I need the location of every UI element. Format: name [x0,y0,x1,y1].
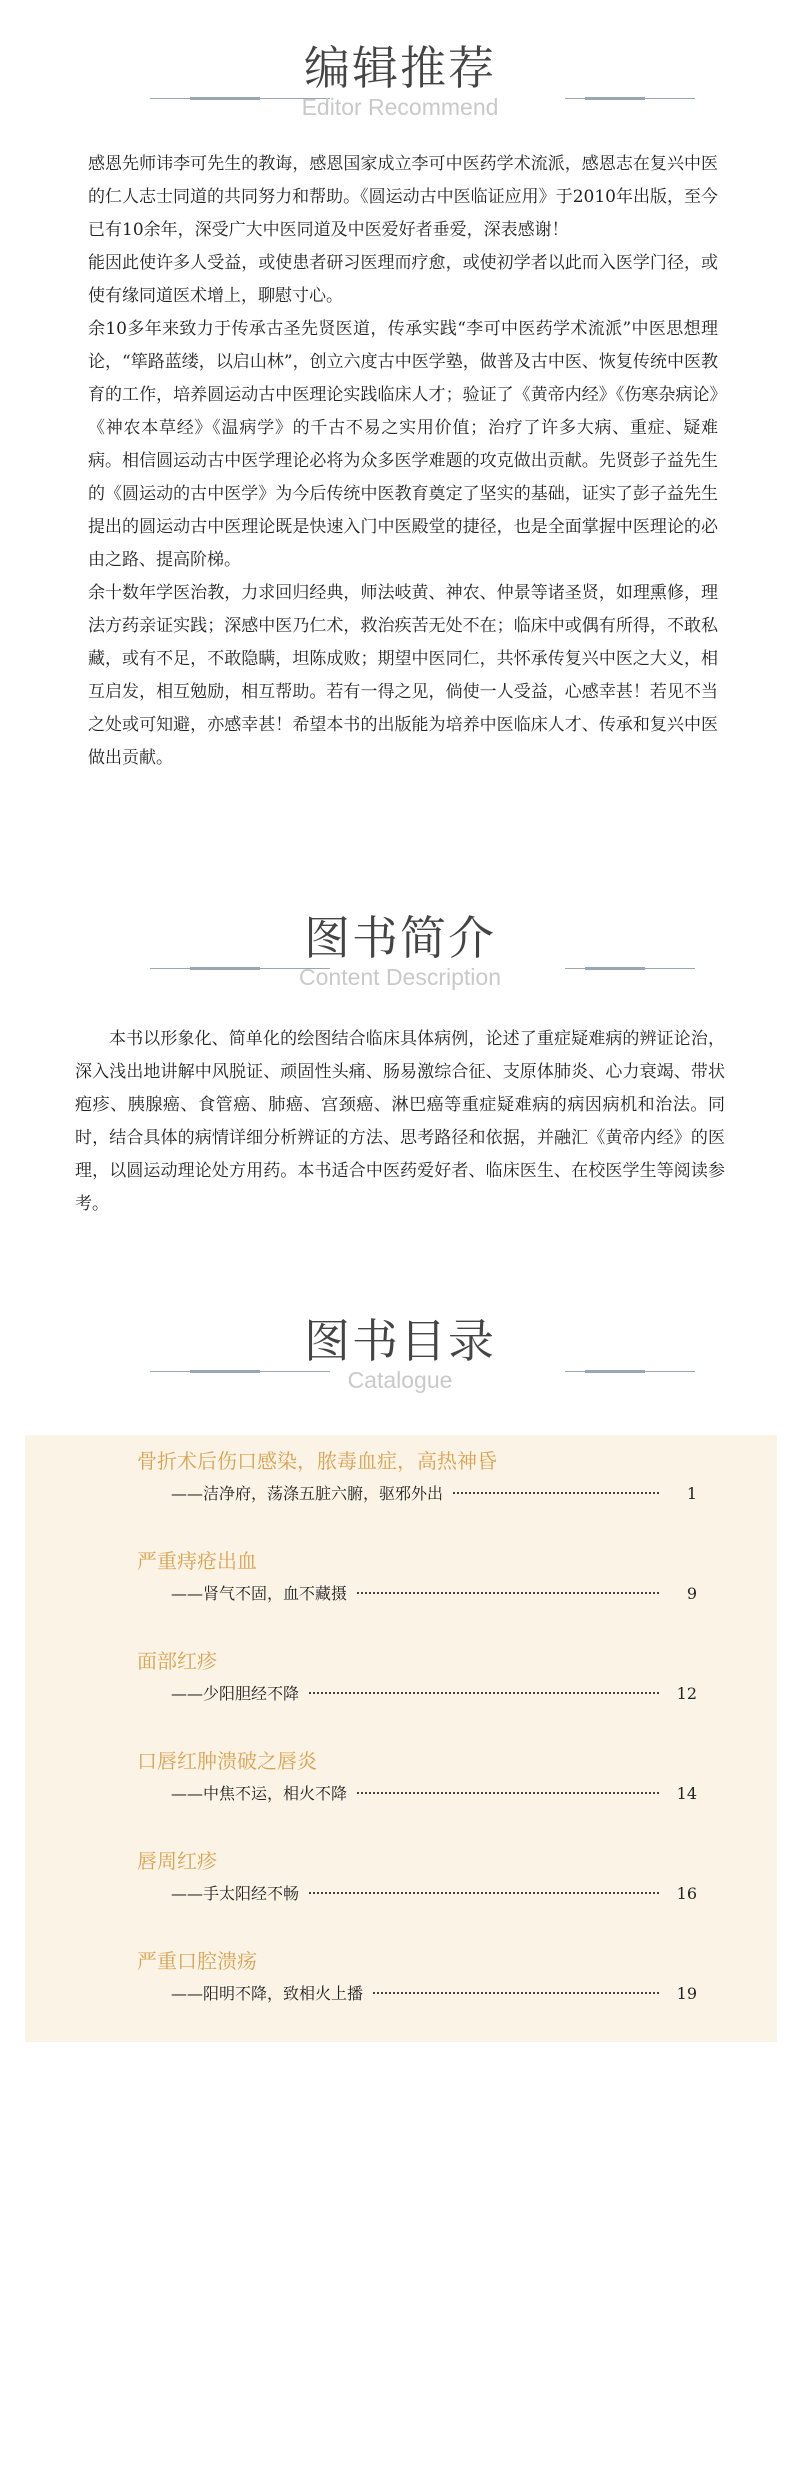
catalogue-entry [137,1447,697,1505]
decorative-rule-right [565,1371,695,1372]
entry-title: 严重口腔溃疡 [137,1949,257,1973]
entry-title: 口唇红肿溃破之唇炎 [137,1749,317,1773]
catalogue-header [0,1313,800,1395]
dot-leader [309,1892,659,1894]
entry-page-number: 19 [676,1984,697,2003]
dot-leader [373,1992,659,1994]
entry-title: 唇周红疹 [137,1849,217,1873]
entry-title: 严重痔疮出血 [137,1549,257,1573]
entry-subtitle-row [137,1683,697,1705]
catalogue-entry [137,1647,697,1705]
decorative-rule-right [565,968,695,969]
dot-leader [309,1692,659,1694]
entry-subtitle: ——阳明不降，致相火上播 [171,1984,364,2003]
recommend-paragraph: 能因此使许多人受益，或使患者研习医理而疗愈，或使初学者以此而入医学门径，或使有缘同道医术增上，聊慰寸心。 [88,253,718,306]
recommend-body [88,148,718,775]
catalogue-entry [137,1747,697,1805]
entry-subtitle: ——少阳胆经不降 [171,1684,300,1703]
dot-leader [453,1492,659,1494]
entry-subtitle-row [137,1483,697,1505]
entry-page-number: 1 [686,1484,697,1503]
dot-leader [357,1592,659,1594]
recommend-paragraph: 感恩先师讳李可先生的教诲，感恩国家成立李可中医药学术流派，感恩志在复兴中医的仁人志士同道的共同努力和帮助。《圆运动古中医临证应用》于2010年出版，至今已有10余年，深受广大中医同道及中医爱好者垂爱，深表感谢！ [88,154,718,240]
catalogue-entry [137,1947,697,2005]
entry-title: 面部红疹 [137,1649,217,1673]
content-description-header [0,910,800,992]
entry-title: 骨折术后伤口感染，脓毒血症，高热神昏 [137,1449,497,1473]
catalogue-entry [137,1847,697,1905]
section-title-cn: 编辑推荐 [304,41,496,95]
entry-subtitle-row [137,1983,697,2005]
entry-subtitle: ——肾气不固，血不藏摄 [171,1584,348,1603]
section-title-en: Editor Recommend [301,94,499,120]
entry-subtitle: ——中焦不运，相火不降 [171,1784,348,1803]
section-title-en: Catalogue [347,1367,453,1393]
recommend-paragraph: 余十数年学医治教，力求回归经典，师法岐黄、神农、仲景等诸圣贤，如理熏修，理法方药亲证实践；深感中医乃仁术，救治疾苦无处不在；临床中或偶有所得，不敢私藏，或有不足，不敢隐瞒，坦陈成败；期望中医同仁，共怀承传复兴中医之大义，相互启发，相互勉励，相互帮助。若有一得之见，倘使一人受益，心感幸甚！若见不当之处或可知避，亦感幸甚！希望本书的出版能为培养中医临床人才、传承和复兴中医做出贡献。 [88,583,718,768]
section-title-cn: 图书目录 [304,1314,496,1368]
entry-subtitle-row [137,1583,697,1605]
entry-subtitle-row [137,1883,697,1905]
entry-page-number: 14 [676,1784,697,1803]
entry-page-number: 16 [676,1884,697,1903]
entry-page-number: 9 [686,1584,697,1603]
entry-subtitle-row [137,1783,697,1805]
entry-page-number: 12 [676,1684,697,1703]
catalogue-panel [25,1435,777,2042]
catalogue-entry [137,1547,697,1605]
entry-subtitle: ——洁净府，荡涤五脏六腑，驱邪外出 [171,1484,444,1503]
intro-text: 本书以形象化、简单化的绘图结合临床具体病例，论述了重症疑难病的辨证论治，深入浅出地讲解中风脱证、顽固性头痛、肠易激综合征、支原体肺炎、心力衰竭、带状疱疹、胰腺癌、食管癌、肺癌、宫颈癌、淋巴癌等重症疑难病的病因病机和治法。同时，结合具体的病情详细分析辨证的方法、思考路径和依据，并融汇《黄帝内经》的医理，以圆运动理论处方用药。本书适合中医药爱好者、临床医生、在校医学生等阅读参考。 [75,1029,725,1214]
dot-leader [357,1792,659,1794]
section-title-cn: 图书简介 [304,911,496,965]
entry-subtitle: ——手太阳经不畅 [171,1884,300,1903]
section-title-en: Content Description [299,964,501,990]
editor-recommend-header [0,40,800,122]
decorative-rule-right [565,98,695,99]
recommend-paragraph: 余10多年来致力于传承古圣先贤医道，传承实践“李可中医药学术流派”中医思想理论，“筚路蓝缕，以启山林”，创立六度古中医学塾，做普及古中医、恢复传统中医教育的工作，培养圆运动古中医理论实践临床人才；验证了《黄帝内经》《伤寒杂病论》《神农本草经》《温病学》的千古不易之实用价值；治疗了许多大病、重症、疑难病。相信圆运动古中医学理论必将为众多医学难题的攻克做出贡献。先贤彭子益先生的《圆运动的古中医学》为今后传统中医教育奠定了坚实的基础，证实了彭子益先生提出的圆运动古中医理论既是快速入门中医殿堂的捷径，也是全面掌握中医理论的必由之路、提高阶梯。 [88,319,718,570]
